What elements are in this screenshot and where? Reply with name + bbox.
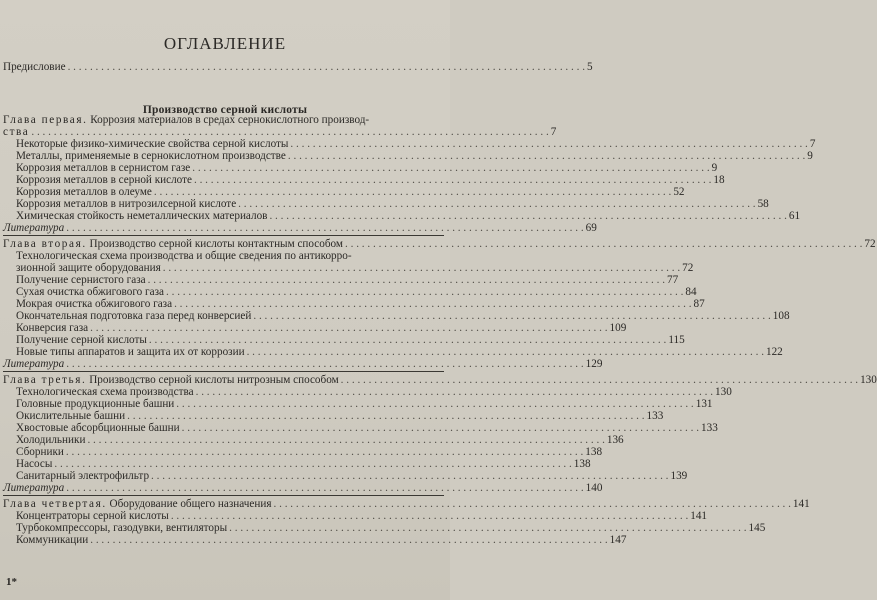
leader-dots xyxy=(88,534,609,546)
divider xyxy=(3,371,444,372)
entry-label: Сухая очистка обжигового газа xyxy=(16,286,164,298)
entry-page: 141 xyxy=(690,510,708,522)
entry-page: 133 xyxy=(701,422,718,434)
entry-label: Некоторые физико-химические свойства серной кислоты xyxy=(16,138,289,150)
leader-dots xyxy=(339,374,860,386)
entry-page: 109 xyxy=(609,322,627,334)
entry-page: 130 xyxy=(860,374,877,386)
leader-dots xyxy=(64,482,585,494)
leader-dots xyxy=(172,298,693,310)
leader-dots xyxy=(147,334,668,346)
entry-label: Технологическая схема производства и общие сведения по антикорро- xyxy=(16,250,352,262)
entry-label: Химическая стойкость неметаллических материалов xyxy=(16,210,268,222)
leader-dots xyxy=(174,398,695,410)
leader-dots xyxy=(88,322,609,334)
toc-entry xyxy=(3,322,627,334)
entry-label: Окончательная подготовка газа перед конверсией xyxy=(16,310,252,322)
entry-label: Литература xyxy=(3,358,65,370)
entry-page: 140 xyxy=(585,482,603,494)
signature-mark: 1* xyxy=(6,576,17,588)
leader-dots xyxy=(286,150,807,162)
page-title: ОГЛАВЛЕНИЕ xyxy=(163,34,287,53)
entry-label: Металлы, применяемые в сернокислотном производстве xyxy=(16,150,286,162)
toc-entry xyxy=(3,458,591,470)
entry-page: 5 xyxy=(586,61,593,73)
toc-entry xyxy=(3,286,697,298)
chapter-lead: Глава четвертая. xyxy=(3,498,107,510)
leader-dots xyxy=(85,434,606,446)
leader-dots xyxy=(343,238,864,250)
leader-dots xyxy=(190,162,711,174)
entry-label: Литература xyxy=(3,222,65,234)
entry-page: 7 xyxy=(550,126,557,138)
leader-dots xyxy=(146,274,667,286)
chapter-heading-cont xyxy=(3,126,557,138)
entry-label: Головные продукционные башни xyxy=(16,398,175,410)
toc-entry xyxy=(3,162,718,174)
chapter-heading xyxy=(3,238,876,250)
entry-page: 69 xyxy=(585,222,597,234)
leader-dots xyxy=(267,210,788,222)
leader-dots xyxy=(52,458,573,470)
entry-page: 52 xyxy=(673,186,685,198)
leader-dots xyxy=(288,138,809,150)
entry-label: Коррозия металлов в нитрозилсерной кислоте xyxy=(16,198,237,210)
chapter-title: Производство серной кислоты нитрозным способом xyxy=(86,374,339,386)
entry-label: Коррозия металлов в сернистом газе xyxy=(16,162,191,174)
chapter-title: Оборудование общего назначения xyxy=(106,498,272,510)
leader-dots xyxy=(64,358,585,370)
divider xyxy=(3,495,444,496)
entry-page: 108 xyxy=(772,310,790,322)
entry-page: 141 xyxy=(792,498,810,510)
toc-entry-literature xyxy=(3,222,597,234)
toc-entry xyxy=(3,250,442,262)
entry-page: 61 xyxy=(788,210,801,222)
entry-label: Мокрая очистка обжигового газа xyxy=(16,298,173,310)
entry-label: Получение сернистого газа xyxy=(16,274,146,286)
chapter-title: Коррозия материалов в средах сернокислотного производ- xyxy=(87,114,370,126)
toc-entry-literature xyxy=(3,482,603,494)
entry-page: 139 xyxy=(670,470,688,482)
entry-page: 58 xyxy=(757,198,769,210)
entry-label: Насосы xyxy=(16,458,53,470)
toc-entry xyxy=(3,138,816,150)
leader-dots xyxy=(272,498,793,510)
chapter-heading xyxy=(3,114,442,126)
entry-page: 72 xyxy=(864,238,876,250)
toc-entry xyxy=(3,510,708,522)
toc-entry xyxy=(3,410,664,422)
entry-page: 133 xyxy=(646,410,664,422)
toc-entry xyxy=(3,470,688,482)
entry-page: 9 xyxy=(711,162,718,174)
entry-label-cont: зионной защите оборудования xyxy=(16,262,161,274)
toc-entry xyxy=(3,310,790,322)
toc-entry-cont xyxy=(3,262,694,274)
entry-page: 136 xyxy=(606,434,624,446)
entry-page: 18 xyxy=(713,174,725,186)
toc-entry xyxy=(3,174,725,186)
entry-page: 7 xyxy=(809,138,816,150)
chapter-lead: Глава третья. xyxy=(3,374,87,386)
toc-entry xyxy=(3,522,766,534)
chapter-title: Производство серной кислоты контактным способом xyxy=(86,238,343,250)
entry-label: Коррозия металлов в олеуме xyxy=(16,186,152,198)
entry-label: Получение серной кислоты xyxy=(16,334,147,346)
toc-entry xyxy=(3,422,718,434)
leader-dots xyxy=(125,410,646,422)
toc-entry xyxy=(3,386,732,398)
toc-entry xyxy=(3,274,679,286)
toc-entry xyxy=(3,334,685,346)
entry-label: Сборники xyxy=(16,446,64,458)
chapter-lead: Глава первая. xyxy=(3,114,88,126)
section-heading: Производство серной кислоты xyxy=(142,104,308,116)
divider xyxy=(3,235,444,236)
leader-dots xyxy=(251,310,772,322)
entry-page: 9 xyxy=(807,150,813,162)
leader-dots xyxy=(66,61,587,73)
entry-label: Литература xyxy=(3,482,65,494)
entry-label: Конверсия газа xyxy=(16,322,89,334)
toc-entry xyxy=(3,446,603,458)
entry-label: Холодильники xyxy=(16,434,86,446)
toc-entry xyxy=(3,434,624,446)
chapter-heading xyxy=(3,374,877,386)
toc-entry xyxy=(3,186,685,198)
toc-entry xyxy=(3,210,801,222)
leader-dots xyxy=(227,522,748,534)
leader-dots xyxy=(192,174,713,186)
entry-label: Хвостовые абсорбционные башни xyxy=(16,422,180,434)
toc-entry-literature xyxy=(3,358,603,370)
toc-entry-preface xyxy=(3,61,593,73)
leader-dots xyxy=(152,186,673,198)
chapter-lead: Глава вторая. xyxy=(3,238,87,250)
leader-dots xyxy=(64,446,585,458)
entry-label: Турбокомпрессоры, газодувки, вентиляторы xyxy=(16,522,228,534)
chapter-title-cont: ства xyxy=(3,126,30,138)
entry-page: 115 xyxy=(668,334,685,346)
entry-page: 138 xyxy=(585,446,603,458)
entry-page: 138 xyxy=(573,458,591,470)
leader-dots xyxy=(149,470,670,482)
toc-entry xyxy=(3,346,783,358)
leader-dots xyxy=(164,286,685,298)
entry-page: 87 xyxy=(693,298,705,310)
toc-entry xyxy=(3,298,705,310)
toc-entry xyxy=(3,398,713,410)
leader-dots xyxy=(169,510,690,522)
entry-page: 129 xyxy=(585,358,603,370)
leader-dots xyxy=(64,222,585,234)
entry-label: Коррозия металлов в серной кислоте xyxy=(16,174,192,186)
entry-page: 131 xyxy=(695,398,713,410)
entry-page: 130 xyxy=(715,386,732,398)
entry-label: Новые типы аппаратов и защита их от коррозии xyxy=(16,346,245,358)
entry-label: Концентраторы серной кислоты xyxy=(16,510,169,522)
toc-entry xyxy=(3,534,627,546)
toc-entry xyxy=(3,150,813,162)
leader-dots xyxy=(161,262,682,274)
entry-page: 122 xyxy=(765,346,783,358)
entry-page: 145 xyxy=(748,522,766,534)
entry-page: 84 xyxy=(685,286,697,298)
entry-label: Коммуникации xyxy=(16,534,89,546)
entry-label: Санитарный электрофильтр xyxy=(16,470,150,482)
leader-dots xyxy=(194,386,715,398)
entry-label: Предисловие xyxy=(3,61,66,73)
entry-page: 72 xyxy=(682,262,694,274)
entry-label: Окислительные башни xyxy=(16,410,126,422)
leader-dots xyxy=(236,198,757,210)
entry-page: 77 xyxy=(667,274,679,286)
leader-dots xyxy=(29,126,550,138)
entry-label: Технологическая схема производства xyxy=(16,386,194,398)
entry-page: 147 xyxy=(609,534,627,546)
leader-dots xyxy=(180,422,701,434)
leader-dots xyxy=(245,346,766,358)
chapter-heading xyxy=(3,498,810,510)
toc-entry xyxy=(3,198,769,210)
